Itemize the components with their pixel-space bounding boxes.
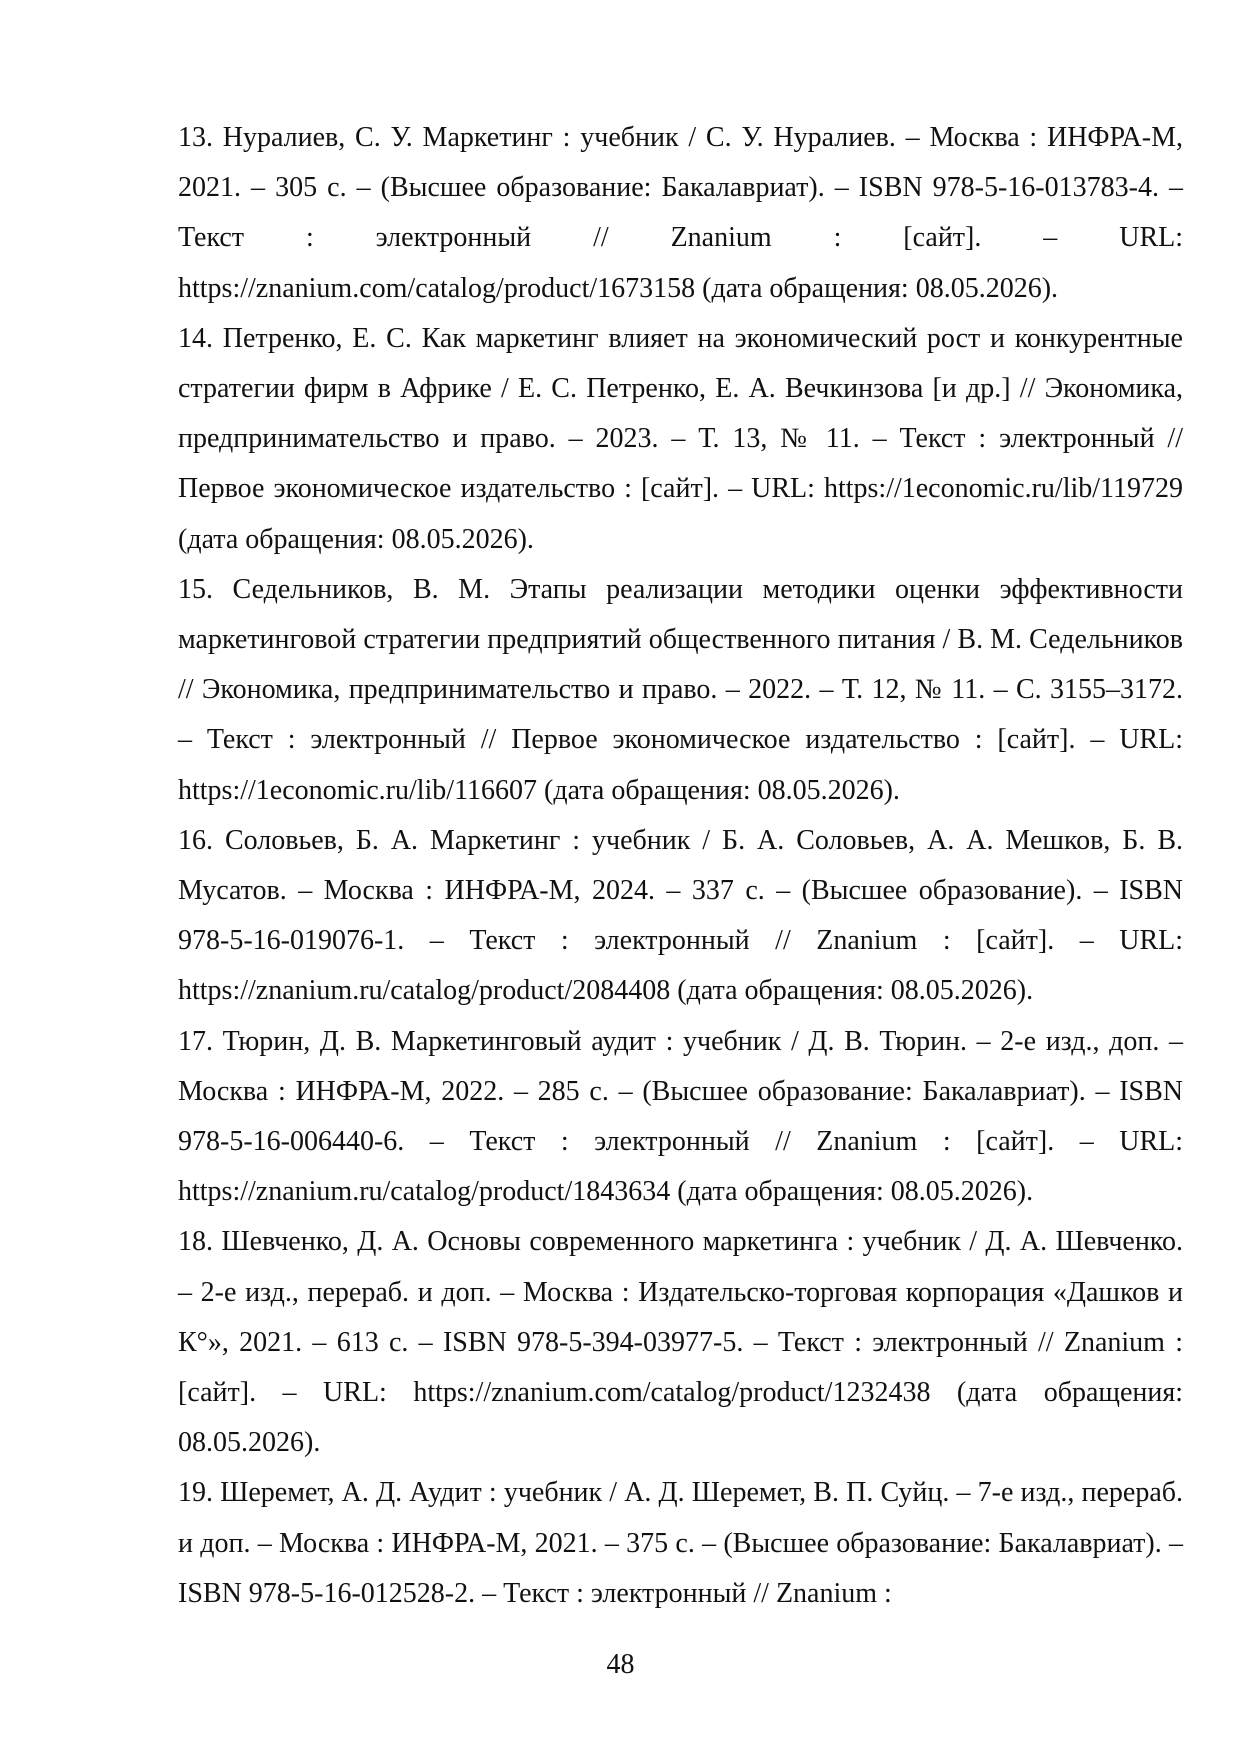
reference-item-14: 14. Петренко, Е. С. Как маркетинг влияет на экономический рост и конкурентные стратегии фирм в Африке / Е. С. Петренко, Е. А. Вечкинзова [и др.] // Экономика, предпринимательство и право. – 2023. – Т. 13, № 11. – Текст : электронный // Первое экономическое издательство : [сайт]. – URL: https://1economic.ru/lib/119729 (дата обращения: 08.05.2026). <box>178 322 1183 555</box>
reference-list <box>178 113 1183 1619</box>
reference-item-19: 19. Шеремет, А. Д. Аудит : учебник / А. Д. Шеремет, В. П. Суйц. – 7-е изд., перераб. и доп. – Москва : ИНФРА-М, 2021. – 375 с. – (Высшее образование: Бакалавриат). – ISBN 978-5-16-012528-2. – Текст : электронный // Znanium : <box>178 1477 1183 1609</box>
reference-item-13: 13. Нуралиев, С. У. Маркетинг : учебник / С. У. Нуралиев. – Москва : ИНФРА-М, 2021. – 305 с. – (Высшее образование: Бакалавриат). – ISBN 978-5-16-013783-4. – Текст : электронный // Znanium : [сайт]. – URL: https://znanium.com/catalog/product/1673158 (дата обращения: 08.05.2026). <box>178 122 1183 304</box>
reference-item-15: 15. Седельников, В. М. Этапы реализации методики оценки эффективности маркетинговой стратегии предприятий общественного питания / В. М. Седельников // Экономика, предпринимательство и право. – 2022. – Т. 12, № 11. – С. 3155–3172. – Текст : электронный // Первое экономическое издательство : [сайт]. – URL: https://1economic.ru/lib/116607 (дата обращения: 08.05.2026). <box>178 573 1183 806</box>
reference-item-16: 16. Соловьев, Б. А. Маркетинг : учебник / Б. А. Соловьев, А. А. Мешков, Б. В. Мусатов. – Москва : ИНФРА-М, 2024. – 337 с. – (Высшее образование). – ISBN 978-5-16-019076-1. – Текст : электронный // Znanium : [сайт]. – URL: https://znanium.ru/catalog/product/2084408 (дата обращения: 08.05.2026). <box>178 824 1183 1007</box>
reference-item-17: 17. Тюрин, Д. В. Маркетинговый аудит : учебник / Д. В. Тюрин. – 2-е изд., доп. – Москва : ИНФРА-М, 2022. – 285 с. – (Высшее образование: Бакалавриат). – ISBN 978-5-16-006440-6. – Текст : электронный // Znanium : [сайт]. – URL: https://znanium.ru/catalog/product/1843634 (дата обращения: 08.05.2026). <box>178 1025 1183 1208</box>
reference-item-18: 18. Шевченко, Д. А. Основы современного маркетинга : учебник / Д. А. Шевченко. – 2-е изд., перераб. и доп. – Москва : Издательско-торговая корпорация «Дашков и К°», 2021. – 613 с. – ISBN 978-5-394-03977-5. – Текст : электронный // Znanium : [сайт]. – URL: https://znanium.com/catalog/product/1232438 (дата обращения: 08.05.2026). <box>178 1226 1183 1459</box>
page-number: 48 <box>606 1649 635 1680</box>
